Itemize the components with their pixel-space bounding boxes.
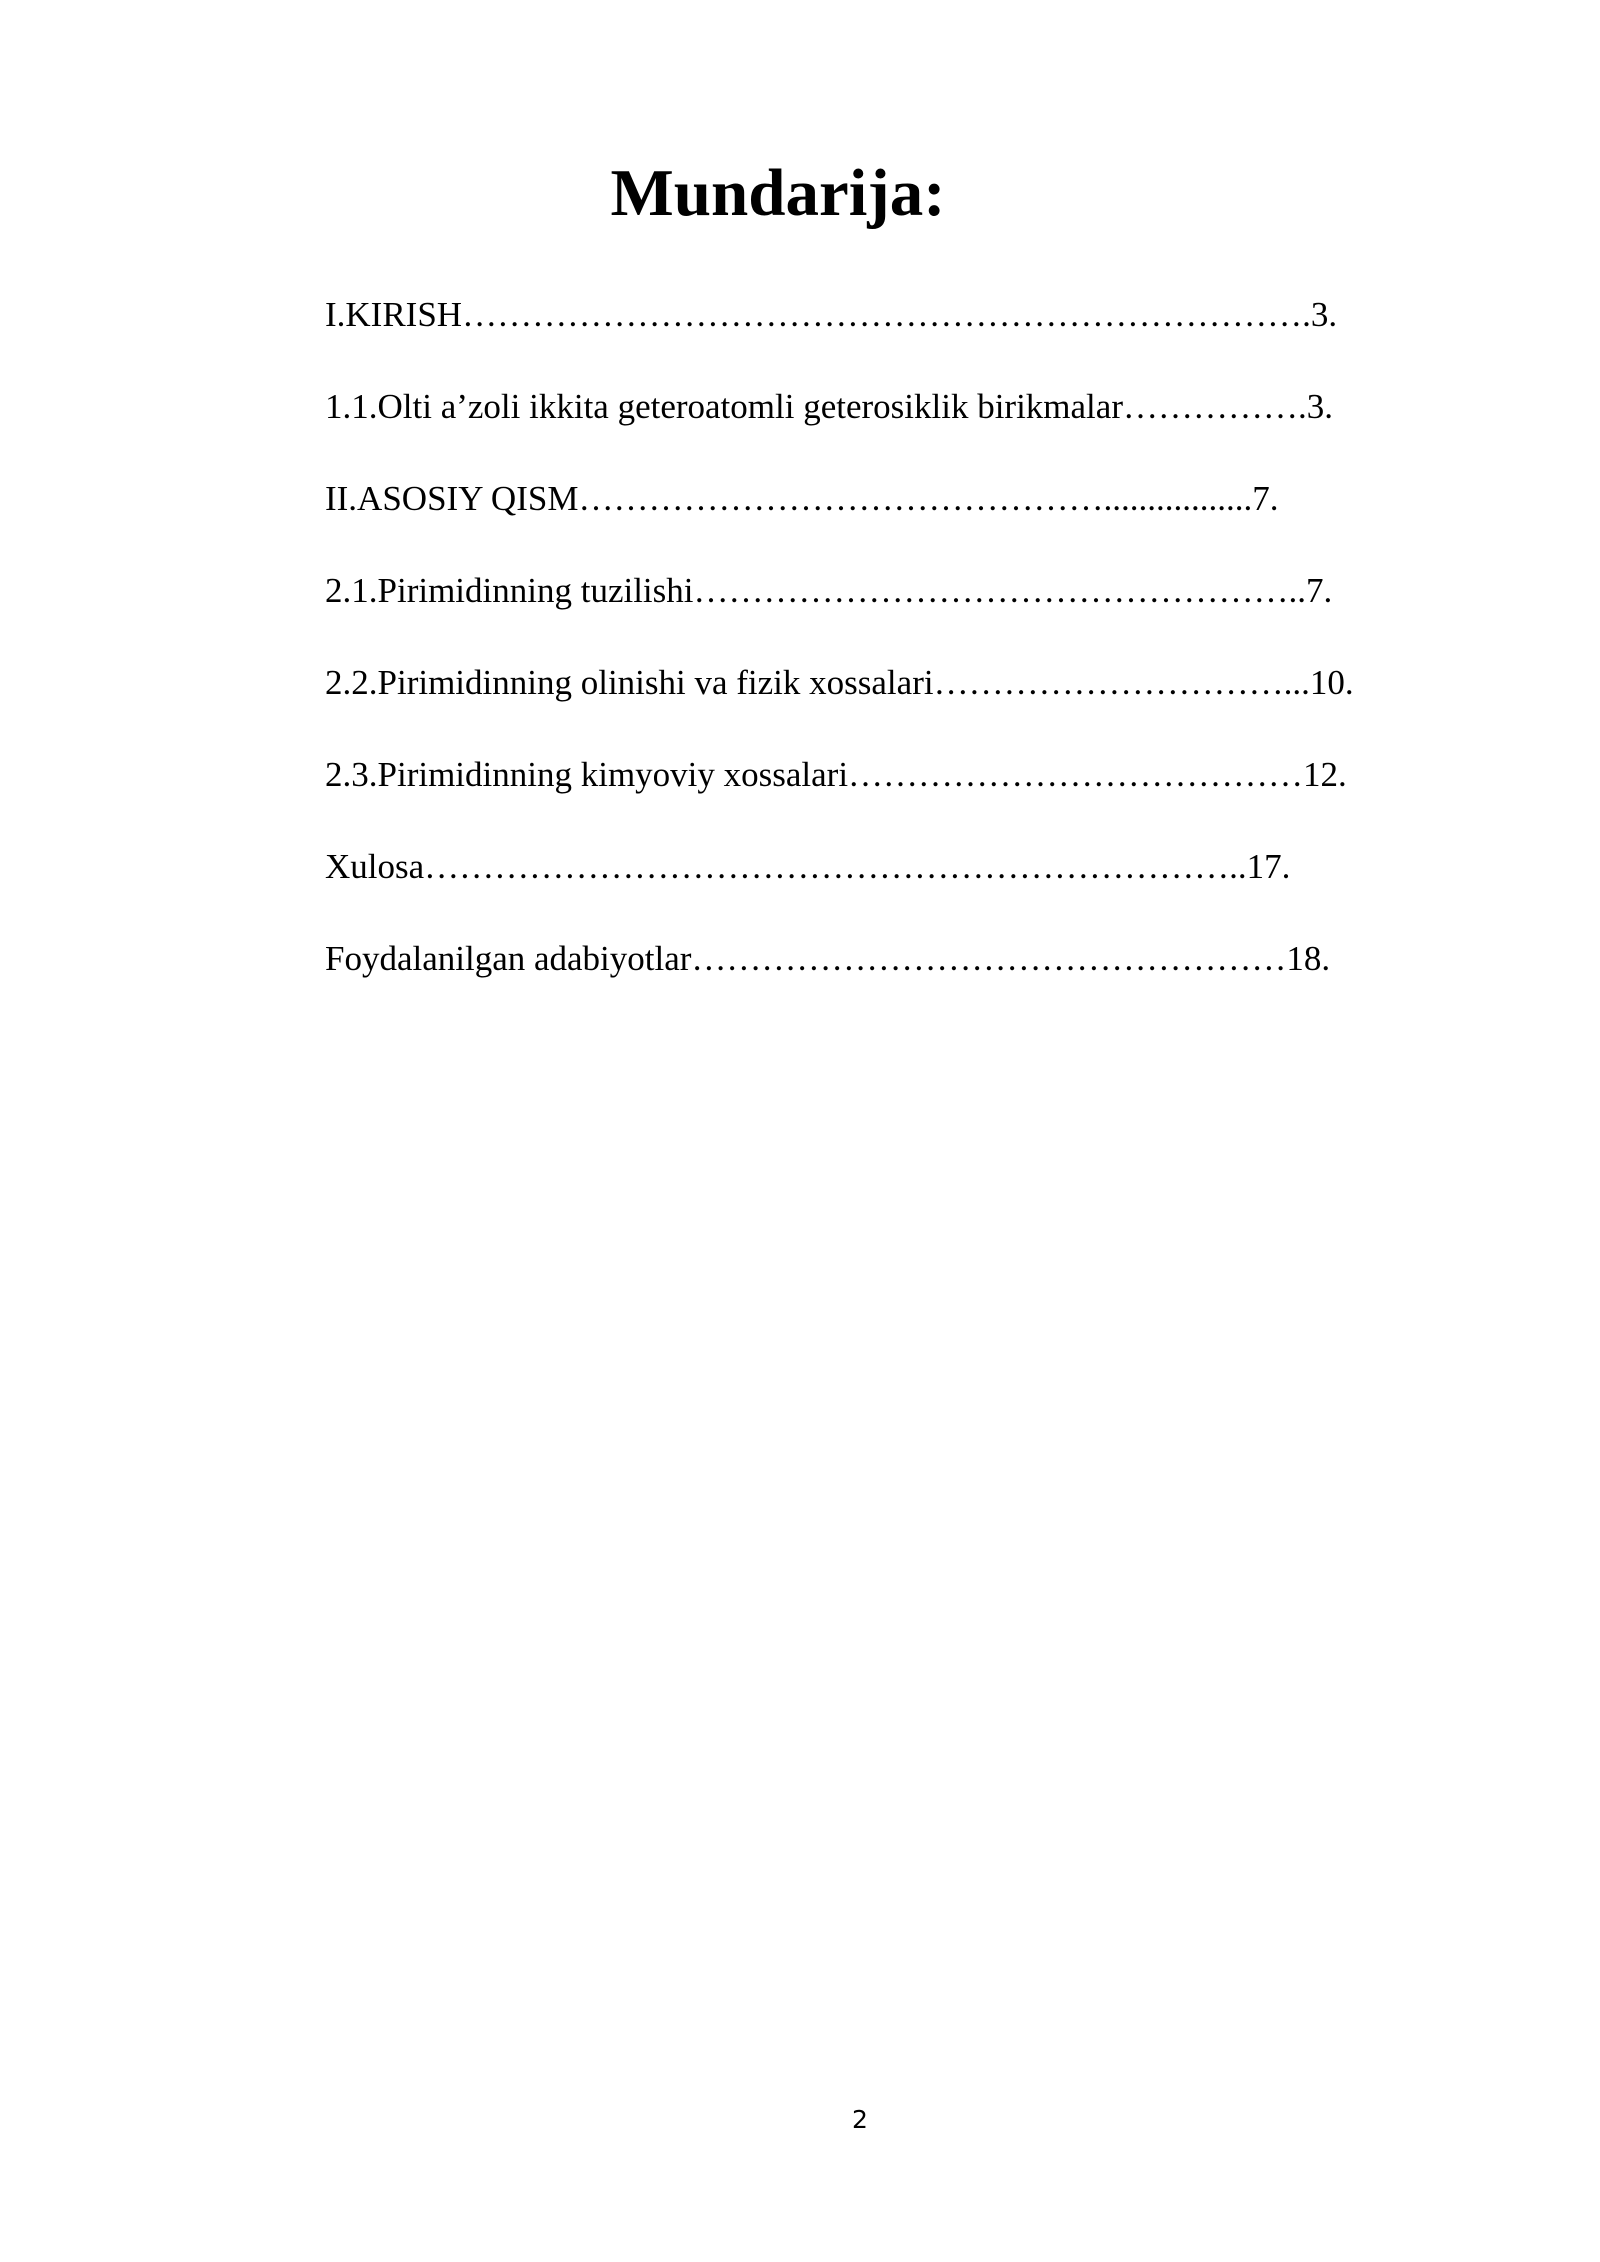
toc-entry-asosiy-qism: II.ASOSIY QISM……………………………………….................7. bbox=[325, 479, 1279, 518]
toc-entry-1-1: 1.1.Olti a’zoli ikkita geteroatomli geterosiklik birikmalar…………….3. bbox=[325, 387, 1333, 426]
toc-entry-xulosa: Xulosa……………………………………………………………..17. bbox=[325, 847, 1291, 886]
toc-entry-kirish: I.KIRISH……………………………………………………………….3. bbox=[325, 295, 1338, 334]
toc-entry-adabiyotlar: Foydalanilgan adabiyotlar……………………………………………18. bbox=[325, 939, 1331, 978]
toc-entry-2-3: 2.3.Pirimidinning kimyoviy xossalari…………………………………12. bbox=[325, 755, 1347, 794]
toc-entry-2-2: 2.2.Pirimidinning olinishi va fizik xossalari…………………………...10. bbox=[325, 663, 1354, 702]
table-of-contents bbox=[325, 290, 1354, 1026]
page-number: 2 bbox=[852, 2105, 868, 2134]
toc-entry-2-1: 2.1.Pirimidinning tuzilishi……………………………………………..7. bbox=[325, 571, 1333, 610]
page-title: Mundarija: bbox=[610, 156, 946, 230]
